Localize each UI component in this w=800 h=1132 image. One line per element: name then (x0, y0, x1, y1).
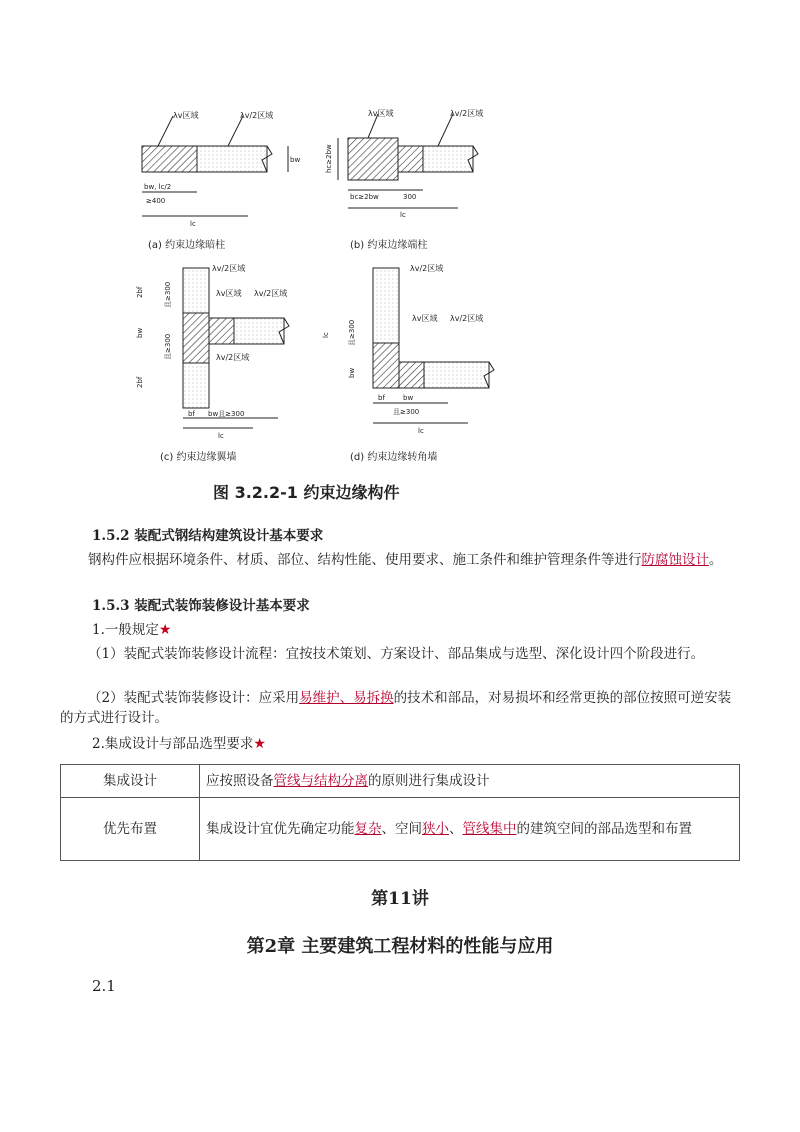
dim-qie300-d: 且≥300 (348, 319, 356, 346)
lv-zone-label: λv区域 (173, 111, 199, 120)
lv2-label-c-bot: λv/2区域 (216, 353, 250, 362)
chapter-title: 第2章 主要建筑工程材料的性能与应用 (246, 936, 554, 957)
highlight-maintain: 易维护、易拆换 (299, 690, 394, 706)
section-153-heading: 1.5.3 装配式装饰装修设计基本要求 (92, 598, 310, 614)
section-152-heading: 1.5.2 装配式钢结构建筑设计基本要求 (92, 528, 324, 544)
table-cell-content: 应按照设备管线与结构分离的原则进行集成设计 (200, 765, 740, 798)
dim-lc-d: lc (418, 427, 424, 435)
dim-bf-d: bf (378, 394, 385, 402)
lv2-zone-label-b: λv/2区域 (450, 109, 484, 118)
constraint-edge-figure (128, 98, 518, 513)
dim-bwqie-c: bw且≥300 (208, 410, 245, 418)
dim-bw-c: bw (136, 327, 144, 338)
dim-qie300-c2: 且≥300 (164, 333, 172, 360)
dim-bw: bw (290, 156, 301, 164)
lv2-label-c-right: λv/2区域 (254, 289, 288, 298)
dim-2bf-c2: 2bf (136, 376, 144, 388)
section-152-text: 钢构件应根据环境条件、材质、部位、结构性能、使用要求、施工条件和维护管理条件等进行防腐蚀设计。 (88, 552, 723, 568)
figure-a (142, 110, 300, 251)
figure-drawing (128, 98, 518, 513)
table-cell-label: 集成设计 (61, 765, 200, 798)
subcaption-c: (c) 约束边缘翼墙 (160, 452, 237, 463)
dim-bw-d: bw (348, 367, 356, 378)
section-2-1: 2.1 (92, 977, 116, 995)
dim-lc: lc (190, 220, 196, 228)
table-row (61, 798, 740, 861)
dim-300: 300 (403, 193, 417, 201)
general-rules: 1.一般规定★ (92, 622, 172, 638)
highlight-anticorrosion: 防腐蚀设计 (641, 552, 709, 568)
dim-bw-lc2: bw, lc/2 (144, 183, 172, 191)
paragraph-1: （1）装配式装饰装修设计流程：宜按技术策划、方案设计、部品集成与选型、深化设计四个阶段进行。 (88, 646, 705, 662)
lv-label-c: λv区域 (216, 289, 242, 298)
subcaption-d: (d) 约束边缘转角墙 (350, 452, 438, 463)
table-cell-label: 优先布置 (61, 798, 200, 861)
lv2-label-d-right: λv/2区域 (450, 314, 484, 323)
table-cell-content: 集成设计宜优先确定功能复杂、空间狭小、管线集中的建筑空间的部品选型和布置 (200, 798, 740, 861)
subcaption-b: (b) 约束边缘端柱 (350, 240, 428, 251)
lv2-label-c-top: λv/2区域 (212, 264, 246, 273)
figure-d (322, 263, 494, 463)
lv2-label-d-top: λv/2区域 (410, 264, 444, 273)
dim-bf-c: bf (188, 410, 195, 418)
table-row (61, 765, 740, 798)
lv-label-d: λv区域 (412, 314, 438, 323)
dim-qie300-c1: 且≥300 (164, 281, 172, 308)
dim-ge400: ≥400 (146, 197, 166, 205)
lv-zone-label-b: λv区域 (368, 109, 394, 118)
integration-table (60, 764, 740, 861)
dim-lc-d-vert: lc (322, 332, 330, 338)
star-icon: ★ (253, 736, 266, 752)
dim-bc: bc≥2bw (350, 193, 379, 201)
subcaption-a: (a) 约束边缘暗柱 (148, 240, 226, 251)
dim-lc-c: lc (218, 432, 224, 440)
star-icon: ★ (158, 622, 172, 638)
item-2: 2.集成设计与部品选型要求★ (92, 736, 266, 752)
dim-2bf-c1: 2bf (136, 286, 144, 298)
dim-hc: hc≥2bw (325, 144, 333, 173)
figure-c (136, 263, 289, 463)
figure-caption: 图 3.2.2-1 约束边缘构件 (213, 483, 400, 502)
lv2-zone-label: λv/2区域 (240, 111, 274, 120)
figure-b (325, 108, 483, 251)
dim-bw-d2: bw (403, 394, 414, 402)
paragraph-2: （2）装配式装饰装修设计：应采用易维护、易拆换的技术和部品，对易损坏和经常更换的部位按照可逆安装的方式进行设计。 (60, 690, 732, 726)
dim-qie300-d2: 且≥300 (393, 408, 420, 416)
lecture-title: 第11讲 (371, 889, 429, 909)
dim-lc-b: lc (400, 211, 406, 219)
